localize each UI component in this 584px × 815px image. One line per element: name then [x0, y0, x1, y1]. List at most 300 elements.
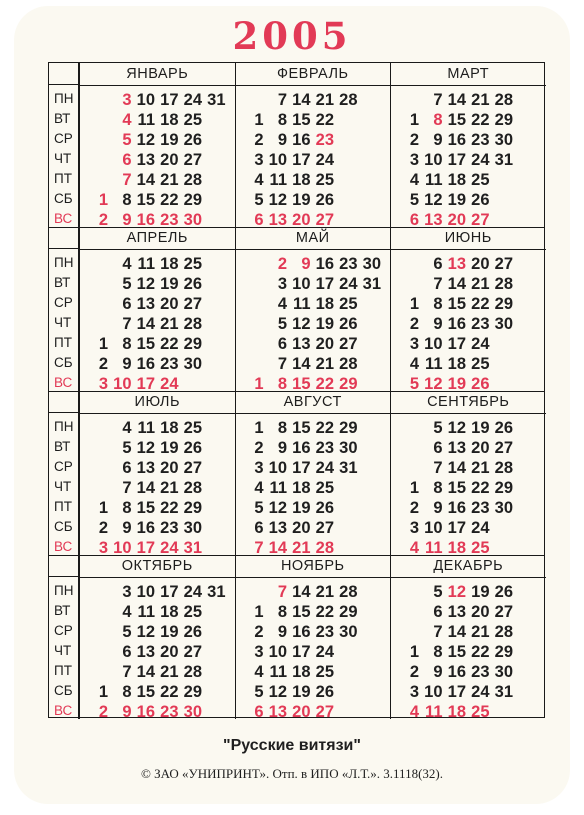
month-block: [79, 391, 235, 555]
date-cell: 7: [122, 171, 132, 189]
date-cell: 23: [315, 131, 334, 149]
date-cell: 20: [160, 295, 179, 313]
date-cell: 30: [494, 131, 513, 149]
date-cell: 31: [207, 583, 226, 601]
weekday-label: ВС: [54, 375, 73, 390]
date-cell: 13: [424, 211, 443, 229]
date-cell: 27: [494, 603, 513, 621]
date-cell: 20: [471, 255, 490, 273]
date-cell: 27: [315, 703, 334, 721]
date-cell: 6: [122, 459, 132, 477]
date-cell: 11: [269, 479, 287, 497]
date-cell: 7: [122, 479, 132, 497]
weekday-label: ПТ: [54, 335, 72, 350]
month-block: [390, 391, 546, 555]
month-block: [79, 227, 235, 391]
date-cell: 29: [183, 683, 202, 701]
date-cell: 6: [277, 335, 287, 353]
date-cell: 12: [447, 583, 466, 601]
date-cell: 3: [409, 683, 419, 701]
weekday-label: СБ: [54, 355, 73, 370]
date-cell: 5: [409, 375, 419, 393]
date-cell: 1: [409, 643, 419, 661]
date-cell: 19: [471, 419, 490, 437]
date-cell: 16: [136, 519, 155, 537]
date-cell: 1: [409, 479, 419, 497]
date-cell: 10: [136, 583, 155, 601]
date-cell: 16: [315, 255, 334, 273]
date-cell: 29: [339, 419, 358, 437]
date-cell: 28: [339, 355, 358, 373]
date-cell: 18: [315, 295, 334, 313]
date-cell: 5: [277, 315, 287, 333]
weekday-label: ПТ: [54, 663, 72, 678]
date-cell: 9: [433, 315, 443, 333]
date-cell: 16: [447, 499, 466, 517]
date-cell: 3: [254, 151, 264, 169]
band-divider: [49, 555, 544, 556]
date-cell: 11: [137, 419, 155, 437]
date-cell: 6: [433, 439, 443, 457]
date-cell: 26: [183, 275, 202, 293]
date-cell: 14: [136, 171, 155, 189]
date-cell: 25: [471, 703, 490, 721]
date-cell: 14: [292, 355, 311, 373]
date-cell: 11: [269, 663, 287, 681]
date-cell: 29: [183, 499, 202, 517]
date-cell: 18: [447, 703, 466, 721]
date-cell: 29: [494, 111, 513, 129]
date-cell: 5: [254, 683, 264, 701]
date-cell: 27: [183, 459, 202, 477]
month-block: [235, 555, 391, 719]
date-cell: 10: [268, 459, 287, 477]
date-cell: 23: [339, 255, 358, 273]
date-cell: 22: [315, 375, 334, 393]
date-cell: 25: [471, 355, 490, 373]
month-name: ОКТЯБРЬ: [80, 555, 235, 578]
date-cell: 19: [160, 275, 179, 293]
date-cell: 26: [315, 683, 334, 701]
date-cell: 1: [254, 111, 264, 129]
date-cell: 21: [315, 355, 334, 373]
month-name: ЯНВАРЬ: [80, 63, 235, 86]
date-cell: 26: [471, 375, 490, 393]
date-cell: 4: [254, 171, 264, 189]
date-cell: 22: [160, 191, 179, 209]
date-cell: 3: [254, 459, 264, 477]
date-cell: 7: [122, 315, 132, 333]
date-cell: 27: [183, 151, 202, 169]
date-cell: 6: [122, 643, 132, 661]
date-cell: 21: [292, 539, 311, 557]
date-cell: 10: [424, 683, 443, 701]
date-cell: 6: [122, 151, 132, 169]
date-cell: 24: [160, 539, 179, 557]
date-cell: 20: [292, 211, 311, 229]
date-cell: 11: [137, 255, 155, 273]
date-cell: 30: [183, 703, 202, 721]
date-cell: 9: [433, 499, 443, 517]
date-cell: 16: [292, 623, 311, 641]
month-name: АВГУСТ: [236, 391, 391, 414]
weekday-column-header: [49, 227, 78, 249]
date-cell: 26: [315, 191, 334, 209]
date-cell: 9: [122, 703, 132, 721]
date-cell: 13: [447, 603, 466, 621]
date-cell: 3: [122, 91, 132, 109]
date-cell: 3: [98, 539, 108, 557]
date-cell: 29: [183, 335, 202, 353]
date-cell: 5: [122, 275, 132, 293]
date-cell: 20: [447, 211, 466, 229]
band-divider: [49, 391, 544, 392]
date-cell: 22: [471, 295, 490, 313]
date-cell: 28: [183, 663, 202, 681]
date-cell: 28: [494, 459, 513, 477]
date-cell: 31: [494, 151, 513, 169]
date-cell: 2: [409, 499, 419, 517]
date-cell: 22: [315, 603, 334, 621]
weekday-label: ВТ: [54, 111, 71, 126]
date-cell: 13: [268, 519, 287, 537]
date-cell: 19: [471, 583, 490, 601]
date-cell: 10: [268, 151, 287, 169]
date-cell: 13: [447, 255, 466, 273]
weekday-label: ПТ: [54, 499, 72, 514]
date-cell: 2: [409, 131, 419, 149]
band-divider: [49, 227, 544, 228]
date-cell: 12: [424, 191, 443, 209]
date-cell: 8: [433, 479, 443, 497]
date-cell: 3: [409, 335, 419, 353]
date-cell: 26: [183, 623, 202, 641]
date-cell: 21: [471, 91, 490, 109]
date-cell: 26: [494, 419, 513, 437]
date-cell: 9: [433, 663, 443, 681]
date-cell: 29: [494, 295, 513, 313]
date-cell: 3: [254, 643, 264, 661]
month-name: ИЮНЬ: [391, 227, 546, 250]
date-cell: 10: [292, 275, 311, 293]
date-cell: 17: [160, 91, 179, 109]
date-cell: 26: [183, 131, 202, 149]
date-cell: 16: [136, 703, 155, 721]
date-cell: 5: [122, 131, 132, 149]
date-cell: 11: [293, 295, 311, 313]
date-cell: 1: [409, 295, 419, 313]
date-cell: 13: [268, 703, 287, 721]
date-cell: 12: [424, 375, 443, 393]
date-cell: 8: [277, 375, 287, 393]
date-cell: 19: [292, 683, 311, 701]
date-cell: 19: [315, 315, 334, 333]
date-cell: 20: [160, 459, 179, 477]
date-cell: 7: [122, 663, 132, 681]
date-cell: 19: [447, 191, 466, 209]
date-cell: 18: [160, 111, 179, 129]
date-cell: 18: [292, 171, 311, 189]
date-cell: 9: [301, 255, 311, 273]
date-cell: 6: [122, 295, 132, 313]
weekday-label: ПН: [54, 91, 74, 106]
date-cell: 25: [315, 479, 334, 497]
date-cell: 2: [254, 623, 264, 641]
date-cell: 19: [160, 131, 179, 149]
month-block: [79, 63, 235, 227]
month-name: ИЮЛЬ: [80, 391, 235, 414]
date-cell: 22: [160, 499, 179, 517]
date-cell: 15: [136, 191, 155, 209]
date-cell: 12: [136, 623, 155, 641]
date-cell: 21: [471, 623, 490, 641]
date-cell: 31: [207, 91, 226, 109]
date-cell: 30: [362, 255, 381, 273]
date-cell: 8: [122, 191, 132, 209]
date-cell: 19: [292, 191, 311, 209]
date-cell: 5: [433, 583, 443, 601]
date-cell: 25: [471, 539, 490, 557]
date-cell: 2: [254, 439, 264, 457]
date-cell: 19: [160, 439, 179, 457]
date-cell: 29: [339, 603, 358, 621]
date-cell: 10: [424, 335, 443, 353]
date-cell: 16: [292, 439, 311, 457]
date-cell: 17: [292, 459, 311, 477]
date-cell: 16: [136, 211, 155, 229]
date-cell: 13: [292, 335, 311, 353]
date-cell: 20: [471, 439, 490, 457]
date-cell: 16: [292, 131, 311, 149]
date-cell: 25: [183, 419, 202, 437]
date-cell: 22: [160, 683, 179, 701]
date-cell: 26: [494, 583, 513, 601]
date-cell: 7: [433, 459, 443, 477]
date-cell: 14: [136, 479, 155, 497]
date-cell: 24: [160, 375, 179, 393]
date-cell: 22: [315, 111, 334, 129]
date-cell: 12: [268, 683, 287, 701]
date-cell: 20: [160, 643, 179, 661]
date-cell: 7: [277, 355, 287, 373]
date-cell: 26: [471, 191, 490, 209]
month-name: СЕНТЯБРЬ: [391, 391, 546, 414]
date-cell: 4: [122, 111, 132, 129]
date-cell: 15: [292, 375, 311, 393]
date-cell: 6: [409, 211, 419, 229]
date-cell: 13: [136, 295, 155, 313]
date-cell: 20: [292, 519, 311, 537]
date-cell: 21: [471, 275, 490, 293]
date-cell: 16: [447, 315, 466, 333]
date-cell: 23: [315, 439, 334, 457]
date-cell: 23: [471, 663, 490, 681]
date-cell: 1: [254, 419, 264, 437]
date-cell: 11: [425, 171, 443, 189]
date-cell: 13: [136, 151, 155, 169]
date-cell: 5: [254, 499, 264, 517]
date-cell: 8: [433, 111, 443, 129]
date-cell: 19: [160, 623, 179, 641]
date-cell: 8: [122, 683, 132, 701]
date-cell: 28: [339, 583, 358, 601]
date-cell: 21: [471, 459, 490, 477]
month-block: [79, 555, 235, 719]
date-cell: 2: [98, 703, 108, 721]
date-cell: 4: [122, 419, 132, 437]
date-cell: 23: [160, 355, 179, 373]
date-cell: 13: [136, 459, 155, 477]
weekday-label: ЧТ: [54, 151, 72, 166]
date-cell: 24: [339, 275, 358, 293]
date-cell: 4: [409, 171, 419, 189]
weekday-label: СБ: [54, 683, 73, 698]
date-cell: 28: [183, 315, 202, 333]
date-cell: 17: [160, 583, 179, 601]
date-cell: 27: [494, 255, 513, 273]
date-cell: 18: [447, 355, 466, 373]
date-cell: 30: [494, 663, 513, 681]
date-cell: 10: [136, 91, 155, 109]
date-cell: 1: [98, 683, 108, 701]
month-name: МАРТ: [391, 63, 546, 86]
date-cell: 16: [447, 663, 466, 681]
calendar-grid: [48, 62, 545, 721]
date-cell: 11: [137, 603, 155, 621]
date-cell: 18: [160, 603, 179, 621]
weekday-label: ПТ: [54, 171, 72, 186]
date-cell: 31: [183, 539, 202, 557]
date-cell: 15: [136, 683, 155, 701]
date-cell: 2: [409, 663, 419, 681]
date-cell: 6: [254, 211, 264, 229]
weekday-label: ВС: [54, 539, 73, 554]
date-cell: 22: [315, 419, 334, 437]
date-cell: 8: [122, 499, 132, 517]
date-cell: 4: [254, 663, 264, 681]
date-cell: 17: [447, 335, 466, 353]
date-cell: 14: [447, 275, 466, 293]
date-cell: 27: [494, 439, 513, 457]
date-cell: 9: [277, 623, 287, 641]
date-cell: 17: [136, 375, 155, 393]
date-cell: 29: [494, 479, 513, 497]
date-cell: 15: [447, 111, 466, 129]
date-cell: 30: [494, 499, 513, 517]
date-cell: 20: [160, 151, 179, 169]
weekday-label: ВТ: [54, 275, 71, 290]
date-cell: 10: [424, 519, 443, 537]
date-cell: 8: [277, 419, 287, 437]
month-name: МАЙ: [236, 227, 391, 250]
weekday-column: [49, 227, 79, 391]
date-cell: 21: [160, 171, 179, 189]
date-cell: 21: [160, 663, 179, 681]
date-cell: 30: [183, 211, 202, 229]
date-cell: 26: [339, 315, 358, 333]
date-cell: 2: [98, 355, 108, 373]
date-cell: 27: [315, 519, 334, 537]
date-cell: 29: [494, 643, 513, 661]
date-cell: 23: [471, 315, 490, 333]
date-cell: 11: [425, 355, 443, 373]
year-title: 2005: [232, 14, 352, 58]
date-cell: 13: [268, 211, 287, 229]
date-cell: 3: [409, 519, 419, 537]
date-cell: 30: [494, 315, 513, 333]
date-cell: 6: [254, 703, 264, 721]
weekday-label: ЧТ: [54, 479, 72, 494]
date-cell: 10: [113, 539, 132, 557]
date-cell: 26: [315, 499, 334, 517]
date-cell: 27: [183, 643, 202, 661]
date-cell: 5: [409, 191, 419, 209]
date-cell: 3: [409, 151, 419, 169]
month-block: [390, 555, 546, 719]
date-cell: 14: [136, 663, 155, 681]
date-cell: 8: [277, 111, 287, 129]
date-cell: 7: [433, 275, 443, 293]
date-cell: 8: [277, 603, 287, 621]
date-cell: 3: [277, 275, 287, 293]
date-cell: 31: [494, 683, 513, 701]
month-block: [235, 391, 391, 555]
date-cell: 21: [160, 315, 179, 333]
date-cell: 7: [277, 91, 287, 109]
date-cell: 1: [98, 191, 108, 209]
weekday-label: СБ: [54, 519, 73, 534]
date-cell: 25: [339, 295, 358, 313]
date-cell: 4: [122, 603, 132, 621]
weekday-column-header: [49, 555, 78, 577]
date-cell: 24: [471, 151, 490, 169]
date-cell: 9: [122, 211, 132, 229]
date-cell: 18: [447, 539, 466, 557]
date-cell: 15: [447, 643, 466, 661]
weekday-label: СР: [54, 295, 73, 310]
date-cell: 25: [183, 111, 202, 129]
date-cell: 28: [183, 171, 202, 189]
date-cell: 3: [98, 375, 108, 393]
date-cell: 4: [254, 479, 264, 497]
date-cell: 21: [315, 91, 334, 109]
weekday-label: ВТ: [54, 439, 71, 454]
month-name: ДЕКАБРЬ: [391, 555, 546, 578]
date-cell: 24: [471, 519, 490, 537]
date-cell: 3: [122, 583, 132, 601]
weekday-label: СР: [54, 459, 73, 474]
date-cell: 12: [136, 275, 155, 293]
date-cell: 14: [447, 91, 466, 109]
date-cell: 20: [471, 603, 490, 621]
date-cell: 18: [292, 479, 311, 497]
date-cell: 5: [433, 419, 443, 437]
date-cell: 2: [254, 131, 264, 149]
date-cell: 11: [137, 111, 155, 129]
date-cell: 30: [339, 623, 358, 641]
date-cell: 12: [292, 315, 311, 333]
date-cell: 4: [409, 539, 419, 557]
date-cell: 10: [268, 643, 287, 661]
weekday-label: ВС: [54, 211, 73, 226]
date-cell: 2: [409, 315, 419, 333]
weekday-label: СР: [54, 623, 73, 638]
date-cell: 2: [98, 519, 108, 537]
date-cell: 4: [409, 703, 419, 721]
date-cell: 23: [315, 623, 334, 641]
date-cell: 19: [447, 375, 466, 393]
date-cell: 11: [425, 703, 443, 721]
